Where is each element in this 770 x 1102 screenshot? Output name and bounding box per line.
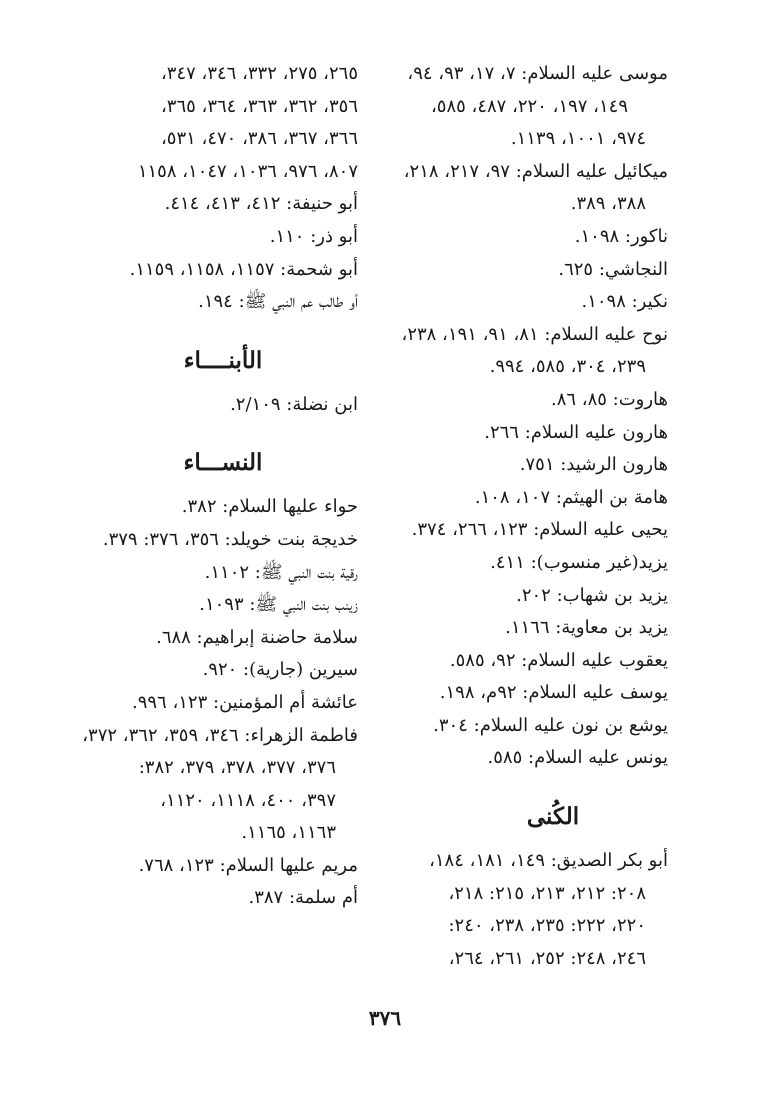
index-entry-continuation: ٣٦٦، ٣٦٧، ٣٨٦، ٤٧٠، ٥٣١، [160,128,358,150]
index-entry: أم سلمة: ٣٨٧. [248,887,358,909]
index-entry: هارون عليه السلام: ٢٦٦. [484,421,668,443]
right-column [378,58,668,975]
index-entry: مريم عليها السلام: ١٢٣، ٧٦٨. [138,854,358,876]
index-entry-continuation: ٨٠٧، ٩٧٦، ١٠٣٦، ١٠٤٧، ١١٥٨ [137,160,358,182]
index-entry: سلامة حاضنة إبراهيم: ٦٨٨. [156,626,358,648]
section-heading-kuna: الكُنى [526,803,580,831]
index-entry: النجاشي: ٦٢٥. [558,258,668,280]
index-entry: ميكائيل عليه السلام: ٩٧، ٢١٧، ٢١٨، [403,160,668,182]
index-entry: نوح عليه السلام: ٨١، ٩١، ١٩١، ٢٣٨، [401,323,668,345]
index-entry: يزيد بن معاوية: ١١٦٦. [505,617,668,639]
index-entry-continuation: ١١٦٣، ١١٦٥. [241,822,336,844]
index-entry-continuation: ٣٧٦، ٣٧٧، ٣٧٨، ٣٧٩، ٣٨٢: [138,757,336,779]
index-entry: موسى عليه السلام: ٧، ١٧، ٩٣، ٩٤، [407,63,668,84]
index-entry: يزيد بن شهاب: ٢٠٢. [516,584,668,606]
index-entry: فاطمة الزهراء: ٣٤٦، ٣٥٩، ٣٦٢، ٣٧٢، [82,724,358,746]
index-entry: حواء عليها السلام: ٣٨٢. [181,496,358,518]
index-entry: يوشع بن نون عليه السلام: ٣٠٤. [433,714,668,736]
index-entry-continuation: ٢٣٩، ٣٠٤، ٥٨٥، ٩٩٤. [489,356,646,378]
index-entry: أو طالب عم النبي ﷺ: ١٩٤. [198,291,358,313]
index-entry: أبو ذر: ١١٠. [269,225,358,247]
index-entry: هارون الرشيد: ٧٥١. [519,454,668,476]
index-entry: نكير: ١٠٩٨. [581,291,668,313]
index-entry: أبو بكر الصديق: ١٤٩، ١٨١، ١٨٤، [429,850,668,872]
section-heading-nisaa: النســـاء [183,449,263,477]
index-entry-continuation: ٢٢٠، ٢٢٢: ٢٣٥، ٢٣٨، ٢٤٠: [448,915,646,937]
index-entry: ناكور: ١٠٩٨. [574,225,668,247]
index-entry: أبو شحمة: ١١٥٧، ١١٥٨، ١١٥٩. [129,258,358,280]
section-heading-abnaa: الأبنــــاء [183,346,263,374]
index-entry: خديجة بنت خويلد: ٣٥٦، ٣٧٦: ٣٧٩. [102,528,358,550]
index-entry: ابن نضلة: ٢/١٠٩. [230,393,358,415]
index-entry-continuation: ٣٥٦، ٣٦٢، ٣٦٣، ٣٦٤، ٣٦٥، [160,95,358,117]
index-entry-continuation: ٢٤٦، ٢٤٨: ٢٥٢، ٢٦١، ٢٦٤، [448,947,646,969]
index-entry: يونس عليه السلام: ٥٨٥. [487,747,668,769]
index-entry: سيرين (جارية): ٩٢٠. [202,659,358,681]
left-column [28,58,358,915]
index-entry: زينب بنت النبي ﷺ: ١٠٩٣. [199,594,358,616]
index-entry: يحيى عليه السلام: ١٢٣، ٢٦٦، ٣٧٤. [411,519,668,541]
index-entry: أبو حنيفة: ٤١٢، ٤١٣، ٤١٤. [164,193,358,215]
index-entry: يعقوب عليه السلام: ٩٢، ٥٨٥. [449,649,668,671]
index-entry-continuation: ٢٠٨: ٢١٢، ٢١٣، ٢١٥: ٢١٨، [448,882,646,904]
index-entry-continuation: ٢٦٥، ٢٧٥، ٣٣٢، ٣٤٦، ٣٤٧، [160,63,358,84]
index-entry: هامة بن الهيثم: ١٠٧، ١٠٨. [474,486,668,508]
index-entry: عائشة أم المؤمنين: ١٢٣، ٩٩٦. [131,691,358,713]
page-number: ٣٧٦ [368,1006,402,1030]
index-entry: هاروت: ٨٥، ٨٦. [550,388,668,410]
index-entry-continuation: ٩٧٤، ١٠٠١، ١١٣٩. [510,128,646,150]
index-entry-continuation: ١٤٩، ١٩٧، ٢٢٠، ٤٨٧، ٥٨٥، [430,95,628,117]
index-entry-continuation: ٣٩٧، ٤٠٠، ١١١٨، ١١٢٠، [160,789,336,811]
index-entry: يزيد(غير منسوب): ٤١١. [490,551,668,573]
index-entry: يوسف عليه السلام: ٩٢م، ١٩٨. [439,682,668,704]
index-entry: رقية بنت النبي ﷺ: ١١٠٢. [204,561,358,583]
index-entry-continuation: ٣٨٨، ٣٨٩. [570,193,646,215]
